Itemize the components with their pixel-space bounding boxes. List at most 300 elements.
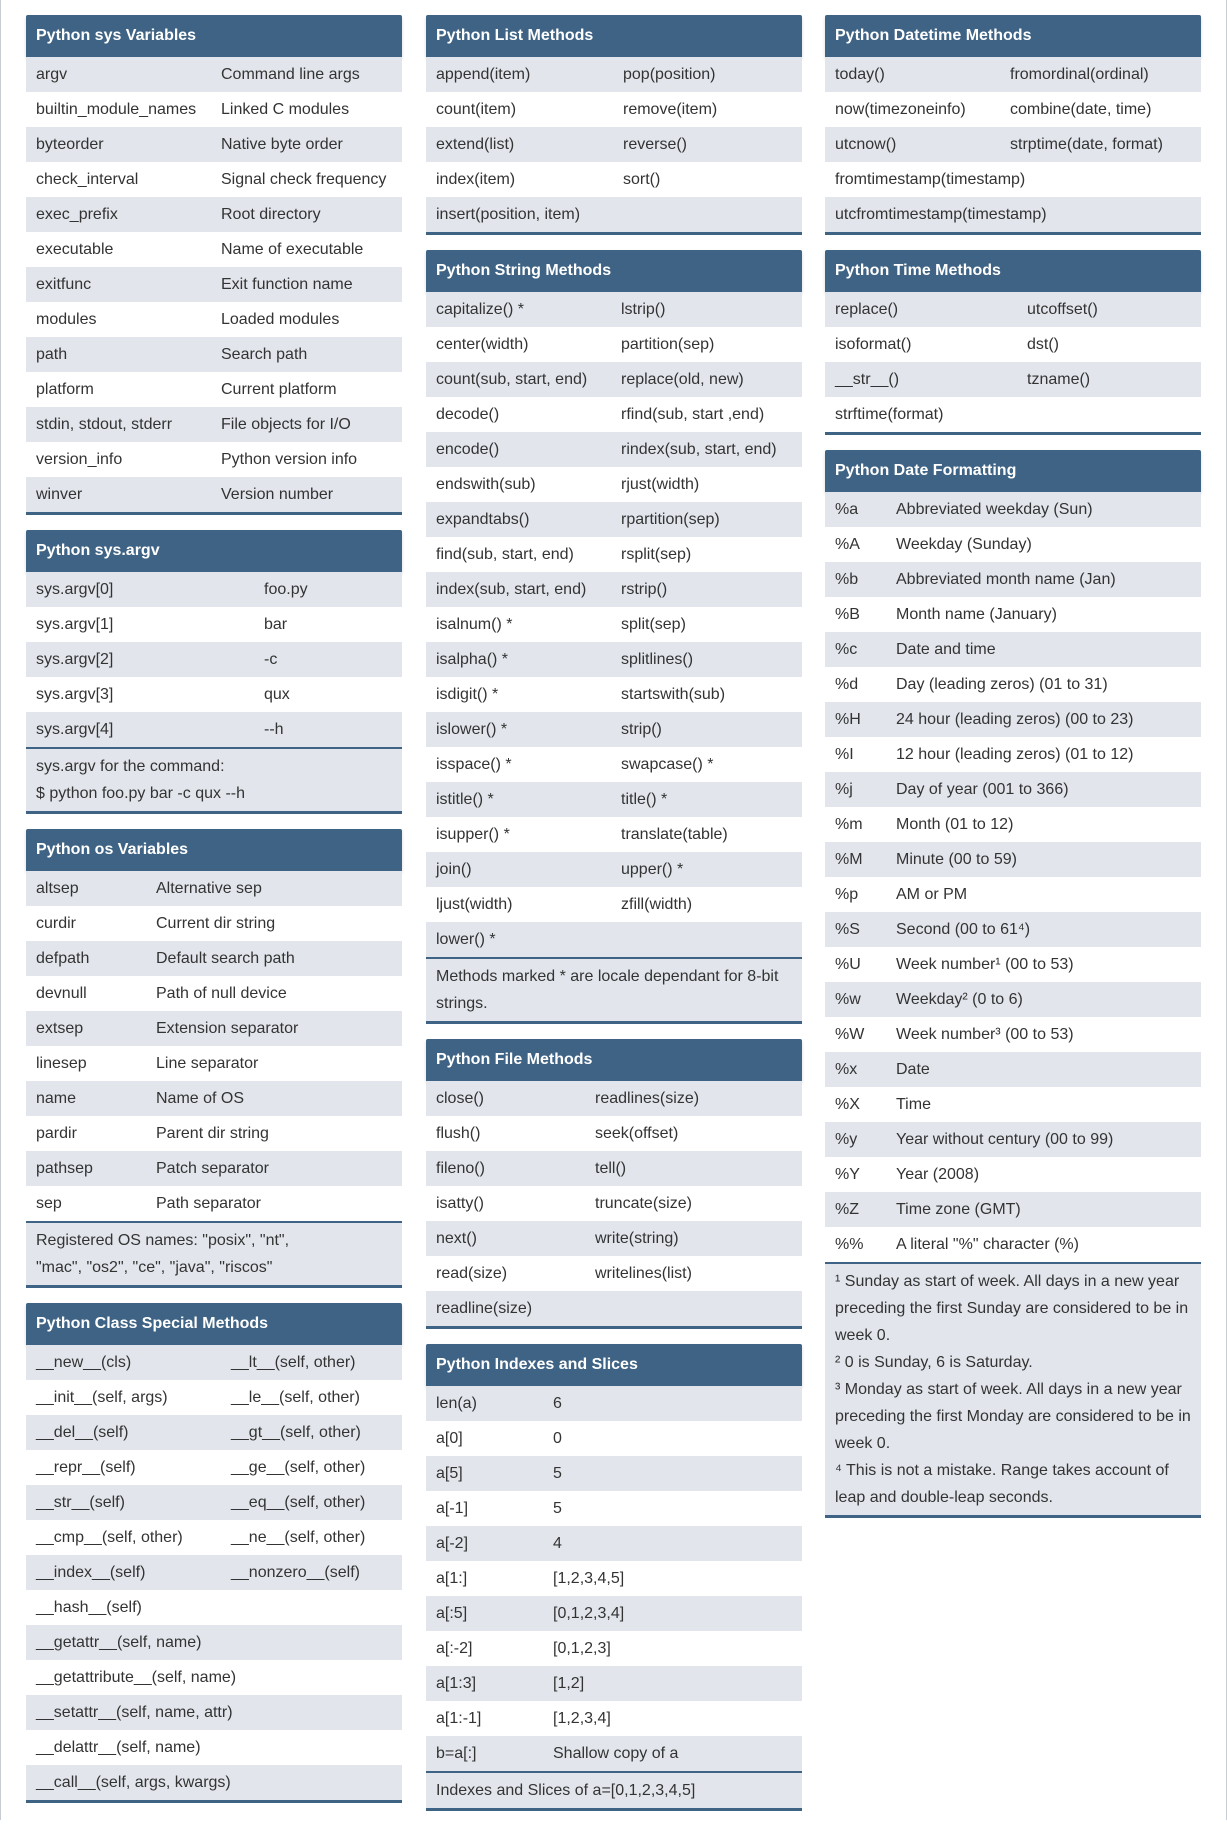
row-value: remove(item) <box>623 101 718 118</box>
row-key: check_interval <box>36 171 139 188</box>
row-key: __call__(self, args, kwargs) <box>36 1774 231 1791</box>
row-key: __index__(self) <box>36 1564 146 1581</box>
row-key: %y <box>835 1131 858 1148</box>
row-value: pop(position) <box>623 66 716 83</box>
table-row <box>26 1590 402 1625</box>
row-value: Line separator <box>156 1055 259 1072</box>
row-key: %j <box>835 781 853 798</box>
table-row <box>825 492 1201 527</box>
row-value: Command line args <box>221 66 360 83</box>
row-value: File objects for I/O <box>221 416 351 433</box>
row-key: %d <box>835 676 859 693</box>
row-key: count(item) <box>436 101 517 118</box>
row-value: Month (01 to 12) <box>896 816 1014 833</box>
row-value: qux <box>264 686 290 703</box>
row-key: istitle() * <box>436 791 494 808</box>
row-key: byteorder <box>36 136 104 153</box>
row-value: 5 <box>553 1500 562 1517</box>
row-key: close() <box>436 1090 485 1107</box>
table-row <box>426 782 802 817</box>
table-row <box>26 1625 402 1660</box>
table-row <box>426 1081 802 1116</box>
row-key: exec_prefix <box>36 206 118 223</box>
row-value: rjust(width) <box>621 476 700 493</box>
row-key: sep <box>36 1195 62 1212</box>
row-value: [1,2] <box>553 1675 585 1692</box>
table-row <box>426 397 802 432</box>
row-value: __gt__(self, other) <box>231 1424 361 1441</box>
card-note <box>426 1771 802 1808</box>
row-value: swapcase() * <box>621 756 714 773</box>
row-key: %W <box>835 1026 865 1043</box>
table-row <box>825 982 1201 1017</box>
row-key: insert(position, item) <box>436 206 581 223</box>
table-row <box>825 527 1201 562</box>
row-key: builtin_module_names <box>36 101 197 118</box>
card-footnotes <box>825 1262 1201 1515</box>
row-value: dst() <box>1027 336 1059 353</box>
row-key: a[5] <box>436 1465 463 1482</box>
row-value: sort() <box>623 171 661 188</box>
row-value: AM or PM <box>896 886 968 903</box>
table-row <box>825 162 1201 197</box>
table-row <box>26 1046 402 1081</box>
row-value <box>221 1590 402 1625</box>
row-key: lower() * <box>436 931 496 948</box>
row-value: A literal "%" character (%) <box>896 1236 1079 1253</box>
card-title: Python sys.argv <box>26 530 402 572</box>
row-key: isspace() * <box>436 756 512 773</box>
row-key: %Y <box>835 1166 860 1183</box>
row-key: defpath <box>36 950 90 967</box>
note-line: "mac", "os2", "ce", "java", "riscos" <box>36 1259 273 1276</box>
table-row <box>426 852 802 887</box>
row-key: %% <box>835 1236 864 1253</box>
table-row <box>426 1526 802 1561</box>
card-string-methods <box>426 250 802 1024</box>
row-value: __ne__(self, other) <box>231 1529 366 1546</box>
table-row <box>26 712 402 747</box>
row-value <box>613 197 802 232</box>
card-os-variables <box>26 829 402 1288</box>
row-value <box>611 922 802 957</box>
table-row <box>825 737 1201 772</box>
card-time-methods <box>825 250 1201 435</box>
card-rows <box>825 292 1201 432</box>
table-row <box>26 407 402 442</box>
row-value: Extension separator <box>156 1020 299 1037</box>
note-line: $ python foo.py bar -c qux --h <box>36 785 245 802</box>
table-row <box>26 1730 402 1765</box>
table-row <box>426 1561 802 1596</box>
row-value: -c <box>264 651 278 668</box>
row-value: strip() <box>621 721 662 738</box>
row-key: extsep <box>36 1020 84 1037</box>
row-key: a[-2] <box>436 1535 469 1552</box>
row-key: sys.argv[4] <box>36 721 114 738</box>
table-row <box>426 1186 802 1221</box>
table-row <box>825 632 1201 667</box>
row-key: replace() <box>835 301 899 318</box>
row-value: 4 <box>553 1535 562 1552</box>
row-value: __nonzero__(self) <box>231 1564 360 1581</box>
row-key: extend(list) <box>436 136 515 153</box>
card-rows <box>26 57 402 512</box>
row-key: __delattr__(self, name) <box>36 1739 201 1756</box>
row-key: %Z <box>835 1201 859 1218</box>
row-value: rfind(sub, start ,end) <box>621 406 765 423</box>
row-value: strptime(date, format) <box>1010 136 1163 153</box>
row-key: center(width) <box>436 336 529 353</box>
card-rows <box>26 1345 402 1800</box>
row-value: __le__(self, other) <box>231 1389 360 1406</box>
row-value: Weekday (Sunday) <box>896 536 1032 553</box>
row-key: __hash__(self) <box>36 1599 142 1616</box>
table-row <box>426 1116 802 1151</box>
row-value: translate(table) <box>621 826 728 843</box>
card-datetime-methods <box>825 15 1201 235</box>
footnote: ² 0 is Sunday, 6 is Saturday. <box>835 1354 1033 1371</box>
table-row <box>26 1345 402 1380</box>
row-key: isalpha() * <box>436 651 509 668</box>
table-row <box>26 197 402 232</box>
row-value <box>221 1695 402 1730</box>
row-value: 24 hour (leading zeros) (00 to 23) <box>896 711 1134 728</box>
row-key: linesep <box>36 1055 87 1072</box>
table-row <box>426 127 802 162</box>
row-value: Default search path <box>156 950 295 967</box>
row-key: version_info <box>36 451 123 468</box>
table-row <box>26 1011 402 1046</box>
row-value: Root directory <box>221 206 321 223</box>
row-value: truncate(size) <box>595 1195 692 1212</box>
row-key: %H <box>835 711 861 728</box>
row-value: 12 hour (leading zeros) (01 to 12) <box>896 746 1134 763</box>
table-row <box>825 57 1201 92</box>
table-row <box>426 1291 802 1326</box>
table-row <box>26 162 402 197</box>
table-row <box>26 127 402 162</box>
row-key: platform <box>36 381 94 398</box>
row-key: __getattribute__(self, name) <box>36 1669 237 1686</box>
row-value: tzname() <box>1027 371 1091 388</box>
row-key: stdin, stdout, stderr <box>36 416 173 433</box>
column-2 <box>426 15 802 1826</box>
row-key: readline(size) <box>436 1300 533 1317</box>
row-key: isalnum() * <box>436 616 513 633</box>
row-key: read(size) <box>436 1265 508 1282</box>
table-row <box>426 1221 802 1256</box>
table-row <box>426 197 802 232</box>
table-row <box>426 1701 802 1736</box>
row-key: executable <box>36 241 114 258</box>
row-value: Day (leading zeros) (01 to 31) <box>896 676 1108 693</box>
table-row <box>426 1736 802 1771</box>
table-row <box>426 712 802 747</box>
row-key: append(item) <box>436 66 531 83</box>
row-value: Week number¹ (00 to 53) <box>896 956 1074 973</box>
table-row <box>26 1765 402 1800</box>
row-key: exitfunc <box>36 276 92 293</box>
card-title: Python File Methods <box>426 1039 802 1081</box>
card-title: Python Date Formatting <box>825 450 1201 492</box>
row-key: count(sub, start, end) <box>436 371 588 388</box>
card-file-methods <box>426 1039 802 1329</box>
table-row <box>426 1386 802 1421</box>
row-value: rpartition(sep) <box>621 511 720 528</box>
row-key: %S <box>835 921 860 938</box>
table-row <box>426 1151 802 1186</box>
card-title: Python List Methods <box>426 15 802 57</box>
row-key: name <box>36 1090 77 1107</box>
table-row <box>426 747 802 782</box>
row-value: [0,1,2,3,4] <box>553 1605 625 1622</box>
table-row <box>26 372 402 407</box>
row-value <box>221 1660 402 1695</box>
table-row <box>825 947 1201 982</box>
row-key: a[0] <box>436 1430 463 1447</box>
table-row <box>426 817 802 852</box>
row-value: reverse() <box>623 136 688 153</box>
table-row <box>26 1660 402 1695</box>
row-value: partition(sep) <box>621 336 715 353</box>
row-key: a[:-2] <box>436 1640 473 1657</box>
card-rows <box>426 57 802 232</box>
table-row <box>825 772 1201 807</box>
table-row <box>426 677 802 712</box>
row-value: fromordinal(ordinal) <box>1010 66 1149 83</box>
table-row <box>26 1116 402 1151</box>
card-note <box>426 957 802 1021</box>
table-row <box>26 92 402 127</box>
row-key: isatty() <box>436 1195 484 1212</box>
table-row <box>26 607 402 642</box>
card-rows <box>825 492 1201 1262</box>
table-row <box>825 127 1201 162</box>
row-key: strftime(format) <box>835 406 944 423</box>
card-sys-variables <box>26 15 402 515</box>
table-row <box>825 397 1201 432</box>
table-row <box>26 976 402 1011</box>
row-key: decode() <box>436 406 500 423</box>
row-value: Search path <box>221 346 308 363</box>
row-value: lstrip() <box>621 301 666 318</box>
row-value: Abbreviated month name (Jan) <box>896 571 1116 588</box>
table-row <box>426 537 802 572</box>
footnote: ⁴ This is not a mistake. Range takes account of leap and double-leap seconds. <box>835 1462 1169 1506</box>
row-key: b=a[:] <box>436 1745 477 1762</box>
table-row <box>26 1186 402 1221</box>
row-value: 0 <box>553 1430 562 1447</box>
table-row <box>825 877 1201 912</box>
card-title: Python String Methods <box>426 250 802 292</box>
row-value: Year without century (00 to 99) <box>896 1131 1114 1148</box>
row-value: Path separator <box>156 1195 261 1212</box>
table-row <box>825 1052 1201 1087</box>
table-row <box>825 327 1201 362</box>
row-value: utcoffset() <box>1027 301 1098 318</box>
row-value: Signal check frequency <box>221 171 387 188</box>
row-key: pathsep <box>36 1160 93 1177</box>
row-value: 6 <box>553 1395 562 1412</box>
row-value: Linked C modules <box>221 101 350 118</box>
row-key: sys.argv[1] <box>36 616 114 633</box>
card-note <box>26 1221 402 1285</box>
row-key: __init__(self, args) <box>36 1389 168 1406</box>
table-row <box>426 1256 802 1291</box>
table-row <box>825 702 1201 737</box>
table-row <box>26 1081 402 1116</box>
table-row <box>26 941 402 976</box>
row-value: Time zone (GMT) <box>896 1201 1021 1218</box>
row-key: %b <box>835 571 859 588</box>
table-row <box>426 362 802 397</box>
row-key: curdir <box>36 915 77 932</box>
row-value <box>221 1730 402 1765</box>
row-value: __eq__(self, other) <box>231 1494 366 1511</box>
row-value: bar <box>264 616 288 633</box>
row-value: Weekday² (0 to 6) <box>896 991 1023 1008</box>
row-value: title() * <box>621 791 668 808</box>
footnote: ³ Monday as start of week. All days in a new year preceding the first Monday are considered to be in week 0. <box>835 1381 1191 1452</box>
column-3 <box>825 15 1201 1533</box>
table-row <box>26 1450 402 1485</box>
table-row <box>426 1491 802 1526</box>
row-value: upper() * <box>621 861 684 878</box>
table-row <box>426 887 802 922</box>
row-value: [0,1,2,3] <box>553 1640 611 1657</box>
row-key: utcfromtimestamp(timestamp) <box>835 206 1047 223</box>
row-value: [1,2,3,4,5] <box>553 1570 625 1587</box>
table-row <box>825 92 1201 127</box>
row-value <box>221 1765 402 1800</box>
row-key: today() <box>835 66 885 83</box>
row-key: sys.argv[2] <box>36 651 114 668</box>
table-row <box>426 327 802 362</box>
row-value: [1,2,3,4] <box>553 1710 611 1727</box>
row-key: endswith(sub) <box>436 476 536 493</box>
table-row <box>825 1122 1201 1157</box>
note-line: Registered OS names: "posix", "nt", <box>36 1232 290 1249</box>
table-row <box>26 232 402 267</box>
row-key: %a <box>835 501 859 518</box>
table-row <box>426 607 802 642</box>
table-row <box>426 572 802 607</box>
row-value <box>1000 162 1201 197</box>
table-row <box>426 1456 802 1491</box>
row-key: index(sub, start, end) <box>436 581 587 598</box>
row-value: Name of executable <box>221 241 364 258</box>
table-row <box>426 432 802 467</box>
table-row <box>26 1695 402 1730</box>
row-key: modules <box>36 311 97 328</box>
table-row <box>426 502 802 537</box>
row-key: a[-1] <box>436 1500 469 1517</box>
table-row <box>825 292 1201 327</box>
row-key: index(item) <box>436 171 516 188</box>
table-row <box>426 57 802 92</box>
card-sys-argv <box>26 530 402 814</box>
row-key: altsep <box>36 880 79 897</box>
row-key: a[1:-1] <box>436 1710 482 1727</box>
row-key: %c <box>835 641 858 658</box>
card-class-special-methods <box>26 1303 402 1803</box>
row-key: encode() <box>436 441 500 458</box>
row-key: %m <box>835 816 863 833</box>
card-rows <box>26 572 402 747</box>
row-key: find(sub, start, end) <box>436 546 574 563</box>
row-key: __getattr__(self, name) <box>36 1634 202 1651</box>
row-value: splitlines() <box>621 651 694 668</box>
row-key: __setattr__(self, name, attr) <box>36 1704 233 1721</box>
table-row <box>825 197 1201 232</box>
card-title: Python Time Methods <box>825 250 1201 292</box>
row-key: isupper() * <box>436 826 510 843</box>
row-value: split(sep) <box>621 616 686 633</box>
table-row <box>825 1157 1201 1192</box>
card-title: Python Indexes and Slices <box>426 1344 802 1386</box>
row-value <box>1017 397 1201 432</box>
row-value: write(string) <box>595 1230 679 1247</box>
table-row <box>825 362 1201 397</box>
row-value: Shallow copy of a <box>553 1745 679 1762</box>
row-value: writelines(list) <box>595 1265 692 1282</box>
row-key: sys.argv[3] <box>36 686 114 703</box>
row-value: Time <box>896 1096 931 1113</box>
table-row <box>825 842 1201 877</box>
row-value: Native byte order <box>221 136 343 153</box>
row-key: isdigit() * <box>436 686 499 703</box>
table-row <box>825 912 1201 947</box>
row-key: next() <box>436 1230 477 1247</box>
card-title: Python os Variables <box>26 829 402 871</box>
row-value: Current dir string <box>156 915 276 932</box>
row-key: sys.argv[0] <box>36 581 114 598</box>
row-key: %w <box>835 991 861 1008</box>
card-rows <box>426 292 802 957</box>
table-row <box>825 1227 1201 1262</box>
row-value: Year (2008) <box>896 1166 980 1183</box>
card-rows <box>426 1081 802 1326</box>
table-row <box>426 292 802 327</box>
row-key: islower() * <box>436 721 508 738</box>
row-value: tell() <box>595 1160 627 1177</box>
row-key: %B <box>835 606 860 623</box>
table-row <box>825 597 1201 632</box>
row-value: 5 <box>553 1465 562 1482</box>
row-value: Date and time <box>896 641 996 658</box>
table-row <box>825 1192 1201 1227</box>
row-key: join() <box>436 861 472 878</box>
row-value: readlines(size) <box>595 1090 700 1107</box>
card-title: Python Datetime Methods <box>825 15 1201 57</box>
row-key: a[:5] <box>436 1605 468 1622</box>
card-title: Python sys Variables <box>26 15 402 57</box>
note-line: Methods marked * are locale dependant for 8-bit <box>436 968 779 985</box>
row-value: rsplit(sep) <box>621 546 692 563</box>
card-date-formatting <box>825 450 1201 1518</box>
row-value: seek(offset) <box>595 1125 679 1142</box>
row-key: len(a) <box>436 1395 477 1412</box>
row-key: a[1:3] <box>436 1675 477 1692</box>
table-row <box>426 642 802 677</box>
row-key: devnull <box>36 985 87 1002</box>
row-value: zfill(width) <box>621 896 693 913</box>
row-value: --h <box>264 721 284 738</box>
row-value: Exit function name <box>221 276 353 293</box>
row-value: Minute (00 to 59) <box>896 851 1017 868</box>
row-value: Abbreviated weekday (Sun) <box>896 501 1093 518</box>
